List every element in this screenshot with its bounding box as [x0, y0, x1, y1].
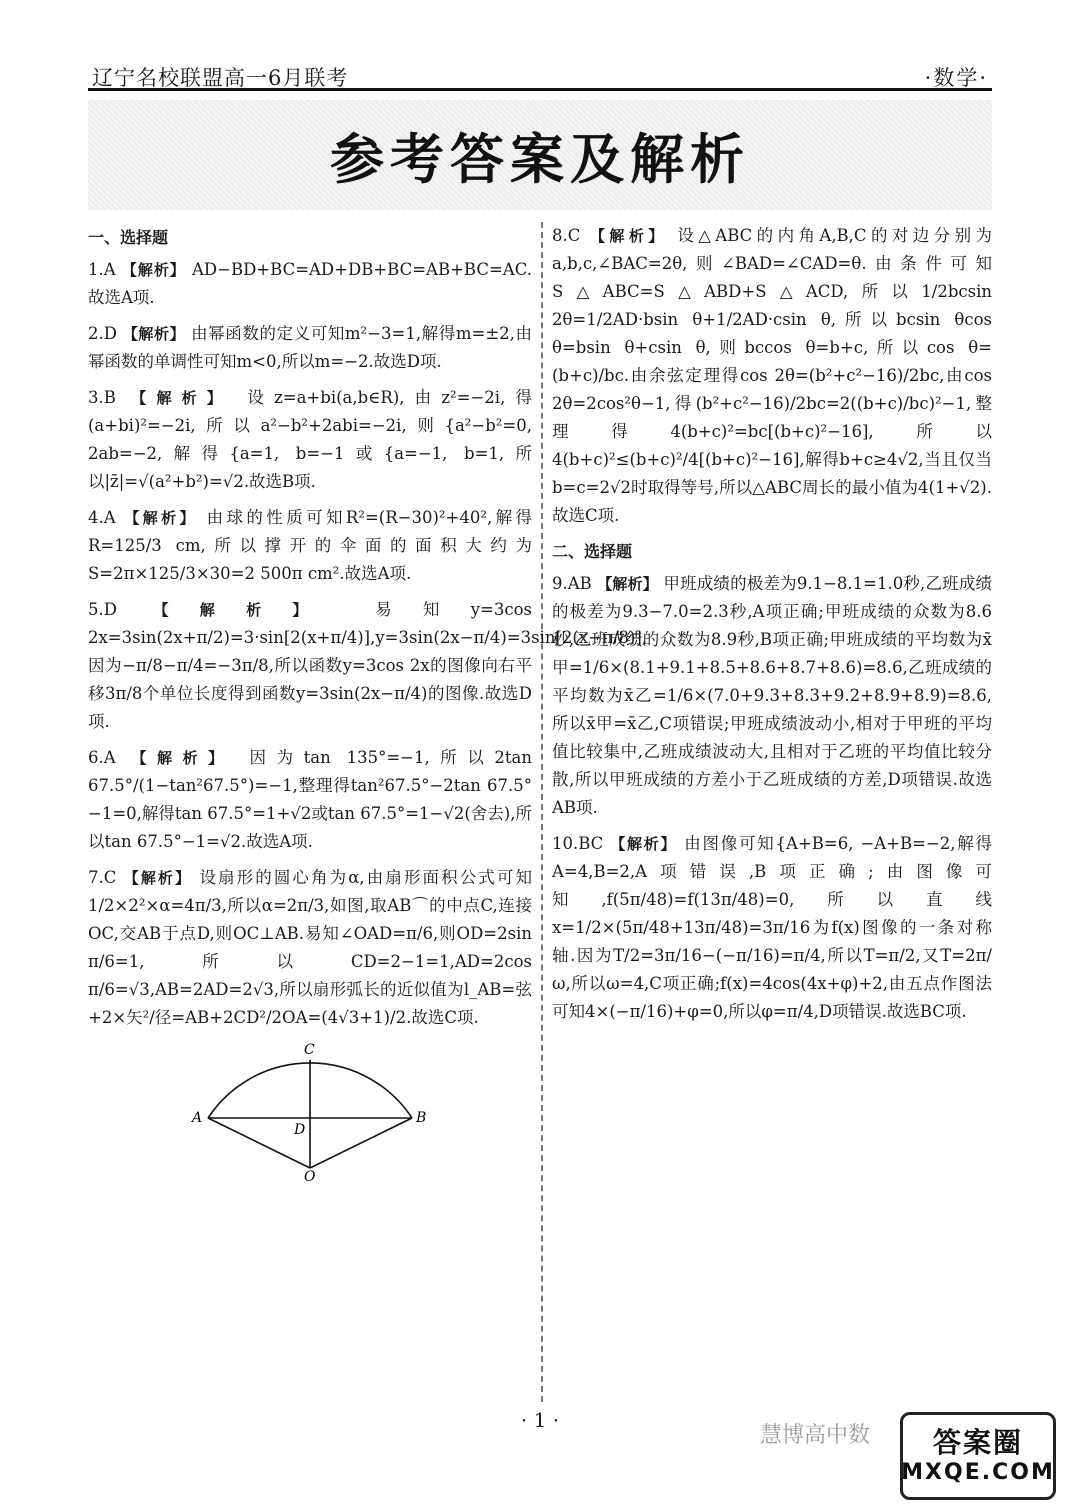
answer-tag: 【解析】 [123, 869, 193, 887]
answer-tag: 【解析】 [124, 509, 198, 527]
label-o: O [304, 1169, 316, 1182]
answer-number: 6.A [88, 748, 116, 767]
answer-number: 1.A [88, 260, 116, 279]
answer-text: 由球的性质可知R²=(R−30)²+40²,解得R=125/3 cm,所以撑开的伞面的面积大约为S=2π×125/3×30=2 500π cm².故选A项. [88, 508, 532, 583]
answer-tag: 【解析】 [597, 575, 658, 593]
answer-number: 8.C [552, 226, 581, 245]
watermark-logo [900, 1412, 1056, 1500]
right-column [552, 222, 992, 1034]
answer-item [88, 864, 532, 1032]
section-heading: 二、选择题 [552, 542, 633, 561]
answer-item [88, 320, 532, 376]
answer-text: 因为tan 135°=−1,所以2tan 67.5°/(1−tan²67.5°)=−1,整理得tan²67.5°−2tan 67.5°−1=0,解得tan 67.5°=1+√2或tan 67.5°=1−√2(舍去),所以tan 67.5°−1=√2.故选A项. [88, 748, 532, 851]
page-number: · 1 · [520, 1408, 560, 1432]
answer-item [88, 256, 532, 312]
answer-text: 由幂函数的定义可知m²−3=1,解得m=±2,由幂函数的单调性可知m<0,所以m=−2.故选D项. [88, 324, 532, 371]
answer-number: 4.A [88, 508, 116, 527]
logo-text-url: MXQE.COM [901, 1460, 1055, 1485]
answer-number: 3.B [88, 388, 116, 407]
answer-item [552, 830, 992, 1026]
header-left: 辽宁名校联盟高一6月联考 [92, 66, 349, 90]
answer-number: 7.C [88, 868, 117, 887]
answer-text: 设扇形的圆心角为α,由扇形面积公式可知1/2×2²×α=4π/3,所以α=2π/3,如图,取AB⌒的中点C,连接OC,交AB于点D,则OC⊥AB.易知∠OAD=π/6,则OD=2sin π/6=1,所以CD=2−1=1,AD=2cos π/6=√3,AB=2AD=2√3,所以扇形弧长的近似值为l_AB=弦+2×矢²/径=AB+2CD²/2OA=(4√3+1)/2.故选C项. [88, 868, 532, 1027]
label-d: D [294, 1122, 306, 1138]
answer-tag: 【解析】 [590, 227, 668, 245]
answer-text: 易知y=3cos 2x=3sin(2x+π/2)=3·sin[2(x+π/4)],y=3sin(2x−π/4)=3sin[2(x−π/8)],因为−π/8−π/4=−3π/8,所以函数y=3cos 2x的图像向右平移3π/8个单位长度得到函数y=3sin(2x−π/4)的图像.故选D项. [88, 600, 648, 731]
answer-number: 9.AB [552, 574, 592, 593]
page-title: 参考答案及解析 [330, 127, 750, 191]
answer-text: AD−BD+BC=AD+DB+BC=AB+BC=AC.故选A项. [88, 260, 532, 307]
answer-text: 设z=a+bi(a,b∈R),由z²=−2i,得(a+bi)²=−2i,所以a²−b²+2abi=−2i,则{a²−b²=0, 2ab=−2,解得{a=1, b=−1或{a=−1, b=1,所以|z̄|=√(a²+b²)=√2.故选B项. [88, 388, 532, 491]
watermark-text: 慧博高中数 [760, 1423, 871, 1448]
answer-number: 2.D [88, 324, 117, 343]
header-right: ·数学· [924, 66, 988, 90]
answer-tag: 【解析】 [131, 389, 232, 407]
radius-ob [310, 1118, 412, 1168]
answer-text: 设△ABC的内角A,B,C的对边分别为a,b,c,∠BAC=2θ,则∠BAD=∠CAD=θ.由条件可知S△ABC=S△ABD+S△ACD,所以1/2bcsin 2θ=1/2AD·bsin θ+1/2AD·csin θ,所以bcsin θcos θ=bsin θ+csin θ,则bccos θ=b+c,所以cos θ=(b+c)/bc.由余弦定理得cos 2θ=(b²+c²−16)/2bc,由cos 2θ=2cos²θ−1,得(b²+c²−16)/2bc=2((b+c)/bc)²−1,整理得4(b+c)²=bc[(b+c)²−16],所以4(b+c)²≤(b+c)²/4[(b+c)²−16],解得b+c≥4√2,当且仅当b=c=2√2时取得等号,所以△ABC周长的最小值为4(1+√2).故选C项. [552, 226, 992, 525]
answer-tag: 【解析】 [610, 835, 678, 853]
answer-tag: 【解析】 [153, 601, 339, 619]
answer-item [88, 384, 532, 496]
answer-tag: 【解析】 [122, 325, 186, 343]
answer-text: 甲班成绩的极差为9.1−8.1=1.0秒,乙班成绩的极差为9.3−7.0=2.3秒,A项正确;甲班成绩的众数为8.6秒,乙班成绩的众数为8.9秒,B项正确;甲班成绩的平均数为x̄甲=1/6×(8.1+9.1+8.5+8.6+8.7+8.6)=8.6,乙班成绩的平均数为x̄乙=1/6×(7.0+9.3+8.3+9.2+8.9+8.9)=8.6,所以x̄甲=x̄乙,C项错误;甲班成绩波动小,相对于甲班的平均值比较集中,乙班成绩波动大,且相对于乙班的平均值比较分散,所以甲班成绩的方差小于乙班成绩的方差,D项错误.故选AB项. [552, 574, 993, 817]
answer-item [88, 596, 648, 736]
answer-tag: 【解析】 [121, 261, 186, 279]
answer-number: 5.D [88, 600, 117, 619]
answer-text: 由图像可知{A+B=6, −A+B=−2,解得A=4,B=2,A项错误,B项正确;由图像可知,f(5π/48)=f(13π/48)=0,所以直线x=1/2×(5π/48+13π/48)=3π/16为f(x)图像的一条对称轴.因为T/2=3π/16−(−π/16)=π/4,所以T=π/2,又T=2π/ω,所以ω=4,C项正确;f(x)=4cos(4x+φ)+2,由五点作图法可知4×(−π/16)+φ=0,所以φ=π/4,D项错误.故选BC项. [552, 834, 992, 1021]
answer-item [552, 222, 992, 530]
column-divider [541, 222, 543, 1402]
section-heading: 一、选择题 [88, 228, 169, 247]
logo-text-cn: 答案圈 [932, 1426, 1023, 1459]
answer-number: 10.BC [552, 834, 604, 853]
answer-item [88, 504, 532, 588]
sector-diagram [190, 1042, 430, 1182]
label-a: A [192, 1110, 203, 1126]
answer-item [88, 744, 532, 856]
title-banner [88, 100, 992, 210]
answer-item [552, 570, 992, 822]
header-rule [88, 88, 992, 91]
answer-tag: 【解析】 [131, 749, 234, 767]
label-b: B [416, 1110, 427, 1126]
label-c: C [304, 1042, 315, 1058]
